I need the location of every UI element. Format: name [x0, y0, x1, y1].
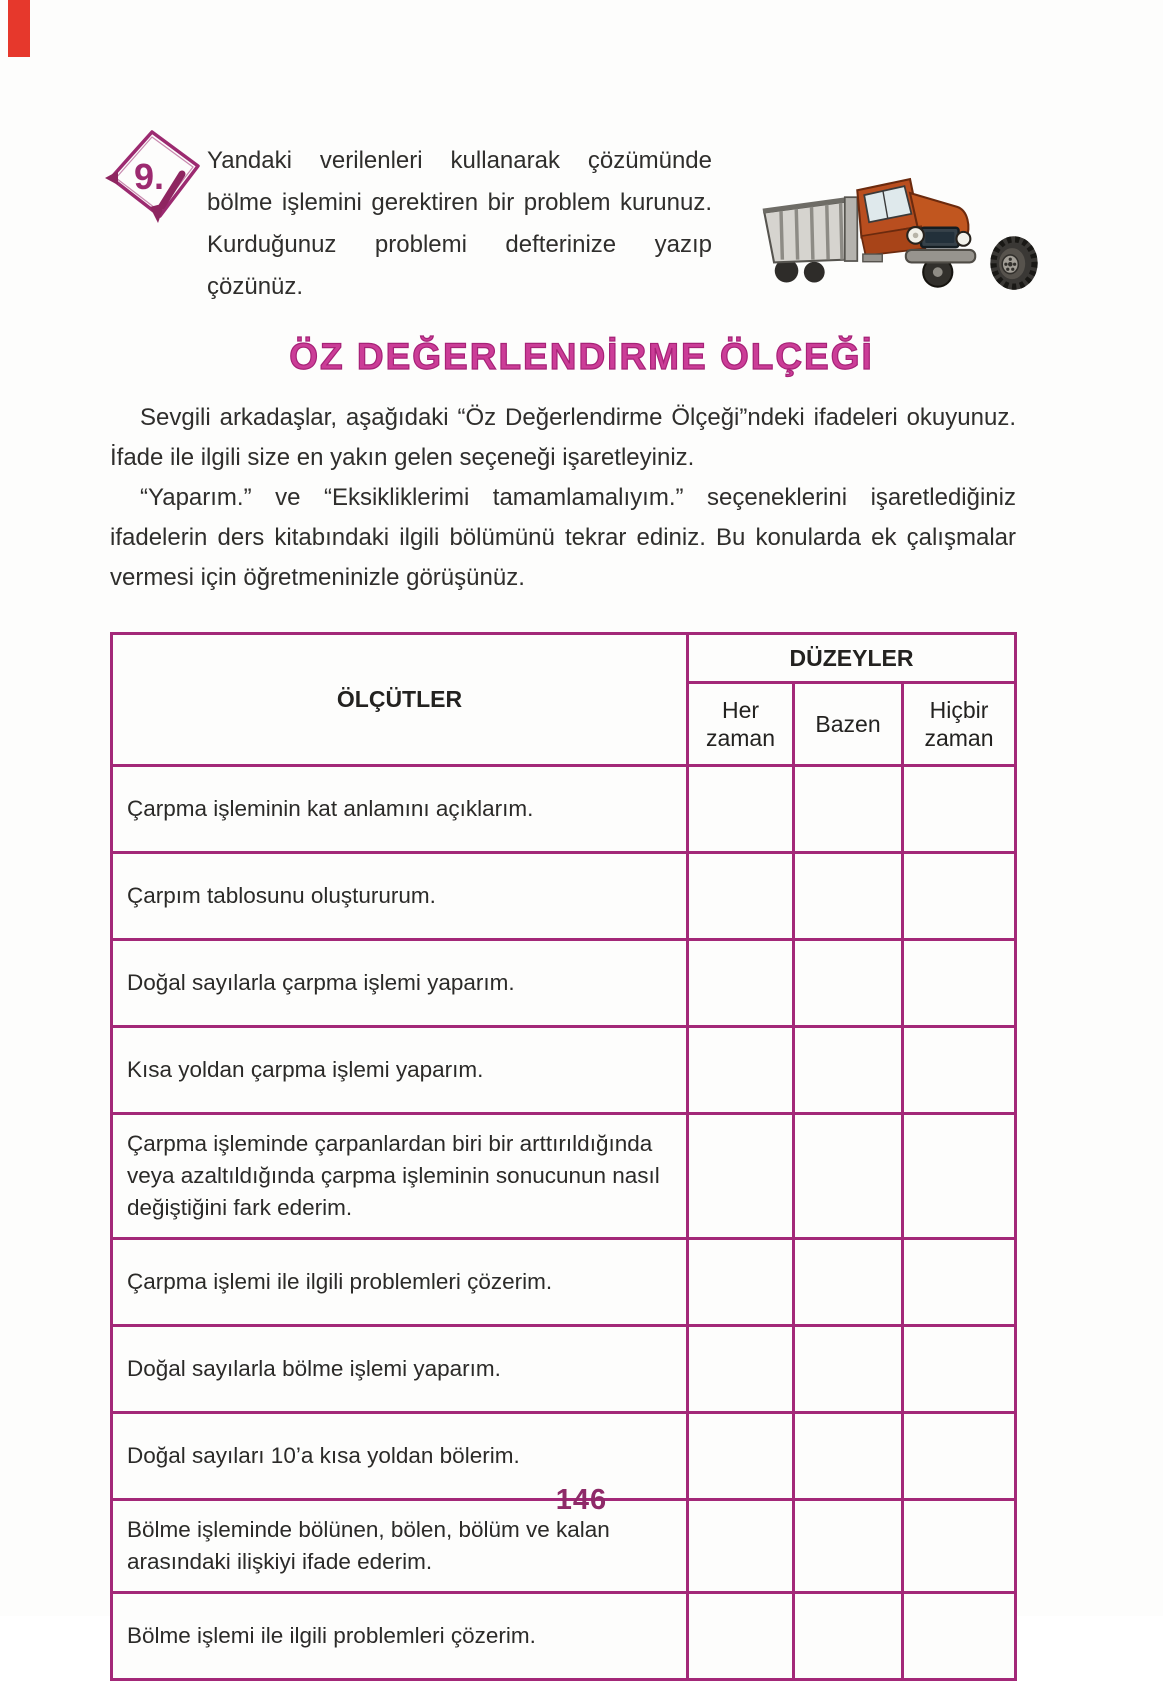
intro-paragraph-2: “Yaparım.” ve “Eksikliklerimi tamamlamalıyım.” seçeneklerini işaretlediğiniz ifadelerin ders kitabındaki ilgili bölümünü tekrar ediniz. Bu konularda ek çalışmalar vermesi için öğretmeninizle görüşünüz. [110, 484, 1016, 591]
table-row [112, 853, 1016, 940]
level-cell-her-zaman[interactable] [688, 1239, 794, 1326]
question-number: 9. [134, 156, 165, 197]
criterion-label: Çarpma işleminin kat anlamını açıklarım. [112, 766, 688, 853]
criterion-label: Doğal sayıları 10’a kısa yoldan bölerim. [112, 1413, 688, 1500]
arrowhead-left-icon [105, 171, 118, 185]
table-row [112, 940, 1016, 1027]
level-cell-hicbir-zaman[interactable] [903, 853, 1016, 940]
criterion-label: Kısa yoldan çarpma işlemi yaparım. [112, 1027, 688, 1114]
level-cell-bazen[interactable] [794, 1114, 903, 1239]
table-row [112, 1239, 1016, 1326]
intro-paragraphs [110, 398, 1016, 598]
level-cell-her-zaman[interactable] [688, 1027, 794, 1114]
level-cell-her-zaman[interactable] [688, 940, 794, 1027]
self-assessment-table [110, 632, 1017, 1681]
level-column-hicbir-zaman: Hiçbir zaman [903, 683, 1016, 766]
level-cell-her-zaman[interactable] [688, 766, 794, 853]
level-cell-hicbir-zaman[interactable] [903, 1027, 1016, 1114]
level-cell-bazen[interactable] [794, 940, 903, 1027]
table-row [112, 1027, 1016, 1114]
intro-paragraph-1: Sevgili arkadaşlar, aşağıdaki “Öz Değerlendirme Ölçeği”ndeki ifadeleri okuyunuz. İfade ile ilgili size en yakın gelen seçeneği işaretleyiniz. [110, 404, 1016, 471]
level-column-bazen: Bazen [794, 683, 903, 766]
level-cell-hicbir-zaman[interactable] [903, 940, 1016, 1027]
criterion-label: Çarpma işlemi ile ilgili problemleri çözerim. [112, 1239, 688, 1326]
tire-illustration [986, 228, 1042, 298]
levels-header: DÜZEYLER [688, 634, 1016, 683]
level-cell-bazen[interactable] [794, 766, 903, 853]
level-cell-bazen[interactable] [794, 1593, 903, 1680]
level-cell-her-zaman[interactable] [688, 853, 794, 940]
criteria-header: ÖLÇÜTLER [112, 634, 688, 766]
level-cell-bazen[interactable] [794, 1239, 903, 1326]
section-title: ÖZ DEĞERLENDİRME ÖLÇEĞİ [289, 336, 874, 377]
level-cell-hicbir-zaman[interactable] [903, 1326, 1016, 1413]
level-cell-hicbir-zaman[interactable] [903, 766, 1016, 853]
question-number-icon [104, 126, 204, 234]
question-text: Yandaki verilenleri kullanarak çözümünde bölme işlemini gerektiren bir problem kurunuz. Kurduğunuz problemi defterinize yazıp çözünüz. [207, 147, 712, 300]
level-cell-hicbir-zaman[interactable] [903, 1593, 1016, 1680]
page-edge-tab [8, 0, 30, 57]
level-column-her-zaman: Her zaman [688, 683, 794, 766]
page-number: 146 [555, 1484, 608, 1516]
level-cell-her-zaman[interactable] [688, 1326, 794, 1413]
level-cell-bazen[interactable] [794, 1027, 903, 1114]
level-cell-bazen[interactable] [794, 853, 903, 940]
level-cell-her-zaman[interactable] [688, 1593, 794, 1680]
criterion-label: Çarpım tablosunu oluştururum. [112, 853, 688, 940]
criterion-label: Doğal sayılarla bölme işlemi yaparım. [112, 1326, 688, 1413]
table-row [112, 1326, 1016, 1413]
level-cell-hicbir-zaman[interactable] [903, 1239, 1016, 1326]
criterion-label: Bölme işleminde bölünen, bölen, bölüm ve kalan arasındaki ilişkiyi ifade ederim. [112, 1500, 688, 1593]
level-cell-hicbir-zaman[interactable] [903, 1114, 1016, 1239]
dump-truck-illustration [756, 158, 978, 303]
table-row [112, 766, 1016, 853]
level-cell-bazen[interactable] [794, 1326, 903, 1413]
criterion-label: Doğal sayılarla çarpma işlemi yaparım. [112, 940, 688, 1027]
level-cell-her-zaman[interactable] [688, 1114, 794, 1239]
table-row [112, 1114, 1016, 1239]
table-row [112, 1593, 1016, 1680]
criterion-label: Çarpma işleminde çarpanlardan biri bir arttırıldığında veya azaltıldığında çarpma işleminin sonucunun nasıl değiştiğini fark ederim. [112, 1114, 688, 1239]
criterion-label: Bölme işlemi ile ilgili problemleri çözerim. [112, 1593, 688, 1680]
